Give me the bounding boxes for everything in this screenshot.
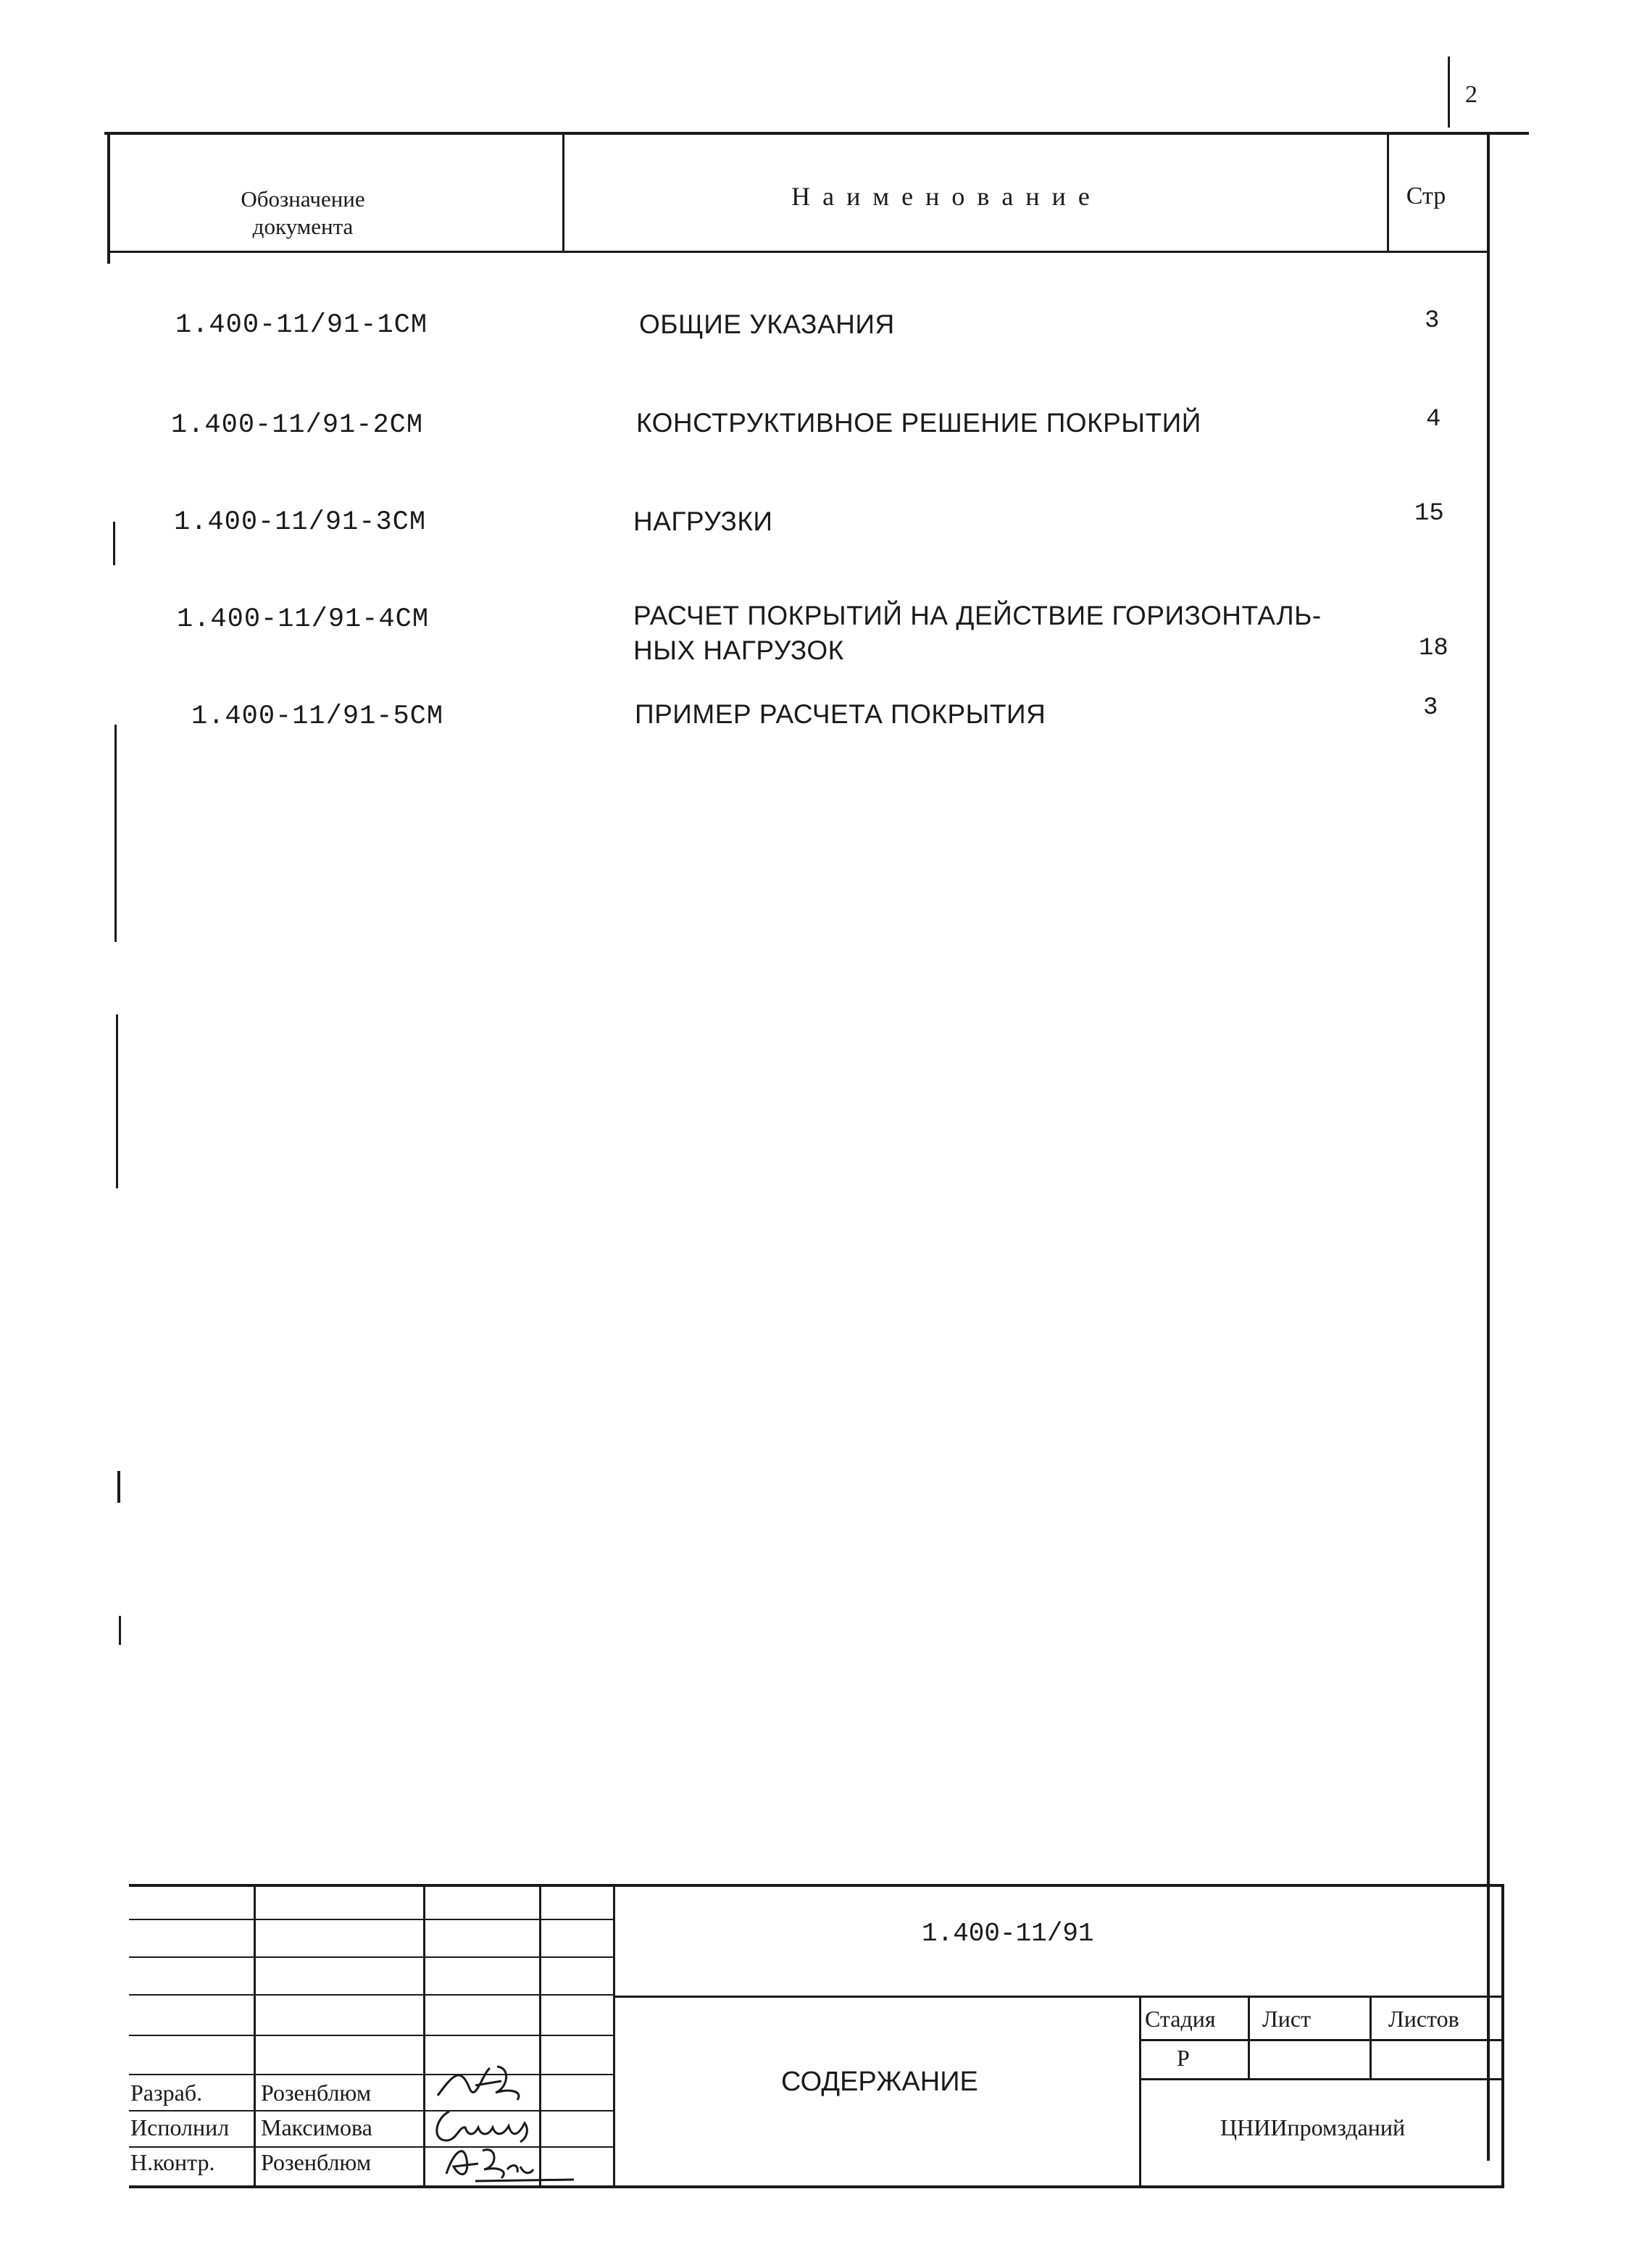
- header-name: Н а и м е н о в а н и е: [791, 182, 1093, 211]
- stamp-info-h1: [1139, 2039, 1503, 2041]
- frame-right: [1487, 132, 1490, 2161]
- margin-mark: [113, 522, 115, 565]
- signature-1: [432, 2059, 541, 2106]
- stamp-right: [1501, 1884, 1504, 2188]
- row-title: ОБЩИЕ УКАЗАНИЯ: [639, 309, 895, 339]
- margin-mark: [116, 1014, 118, 1188]
- header-designation: Обозначение документа: [241, 186, 365, 239]
- stamp-name: Розенблюм: [261, 2080, 372, 2106]
- row-code: 1.400-11/91-3СМ: [174, 507, 427, 538]
- stamp-top: [129, 1884, 1504, 1887]
- row-code: 1.400-11/91-2СМ: [171, 410, 424, 441]
- row-title: НАГРУЗКИ: [633, 506, 773, 536]
- stamp-row: [129, 1956, 613, 1958]
- header-divider-2: [1387, 133, 1389, 252]
- row-page: 3: [1423, 694, 1438, 722]
- row-page: 15: [1414, 500, 1444, 528]
- stamp-row: [129, 1994, 613, 1996]
- stamp-role: Исполнил: [130, 2114, 230, 2140]
- frame-top: [104, 132, 1529, 135]
- stamp-row: [129, 2035, 613, 2036]
- stamp-stage-label: Стадия: [1145, 2006, 1216, 2032]
- page-number: 2: [1465, 81, 1477, 108]
- stamp-organization: ЦНИИпромзданий: [1220, 2114, 1406, 2140]
- row-page: 18: [1419, 635, 1448, 662]
- margin-mark: [119, 1616, 121, 1645]
- stamp-sheets-label: Листов: [1388, 2006, 1459, 2032]
- row-page: 3: [1425, 307, 1440, 335]
- stamp-row: [129, 1919, 613, 1920]
- stamp-doc-code: 1.400-11/91: [922, 1919, 1094, 1948]
- stamp-role: Н.контр.: [130, 2149, 215, 2175]
- stamp-col-4: [613, 1884, 615, 2187]
- frame-left: [107, 133, 110, 264]
- stamp-info-h2: [1139, 2078, 1503, 2080]
- stamp-info-left: [1139, 1996, 1141, 2187]
- stamp-role: Разраб.: [130, 2080, 203, 2106]
- row-code: 1.400-11/91-4СМ: [177, 604, 430, 635]
- stamp-name: Максимова: [261, 2114, 372, 2140]
- frame-top-right-tick: [1448, 57, 1450, 128]
- row-title: КОНСТРУКТИВНОЕ РЕШЕНИЕ ПОКРЫТИЙ: [636, 408, 1201, 438]
- stamp-stage-value: Р: [1177, 2045, 1190, 2071]
- row-title: ПРИМЕР РАСЧЕТА ПОКРЫТИЯ: [635, 699, 1046, 729]
- stamp-info-v2: [1369, 1996, 1372, 2080]
- margin-mark: [114, 725, 117, 942]
- stamp-bottom: [129, 2185, 1504, 2188]
- row-title-continued: НЫХ НАГРУЗОК: [633, 635, 844, 665]
- stamp-info-v1: [1248, 1996, 1250, 2080]
- signature-3: [432, 2138, 577, 2185]
- row-title: РАСЧЕТ ПОКРЫТИЙ НА ДЕЙСТВИЕ ГОРИЗОНТАЛЬ-: [633, 601, 1322, 630]
- row-page: 4: [1426, 406, 1441, 433]
- header-divider-1: [562, 133, 564, 252]
- margin-mark: [117, 1471, 120, 1503]
- stamp-title: СОДЕРЖАНИЕ: [781, 2067, 978, 2097]
- stamp-name: Розенблюм: [261, 2149, 372, 2175]
- header-page: Стр: [1406, 183, 1446, 209]
- stamp-sheet-label: Лист: [1262, 2006, 1312, 2032]
- row-code: 1.400-11/91-1СМ: [175, 310, 428, 341]
- header-bottom: [107, 251, 1488, 253]
- row-code: 1.400-11/91-5СМ: [191, 701, 444, 732]
